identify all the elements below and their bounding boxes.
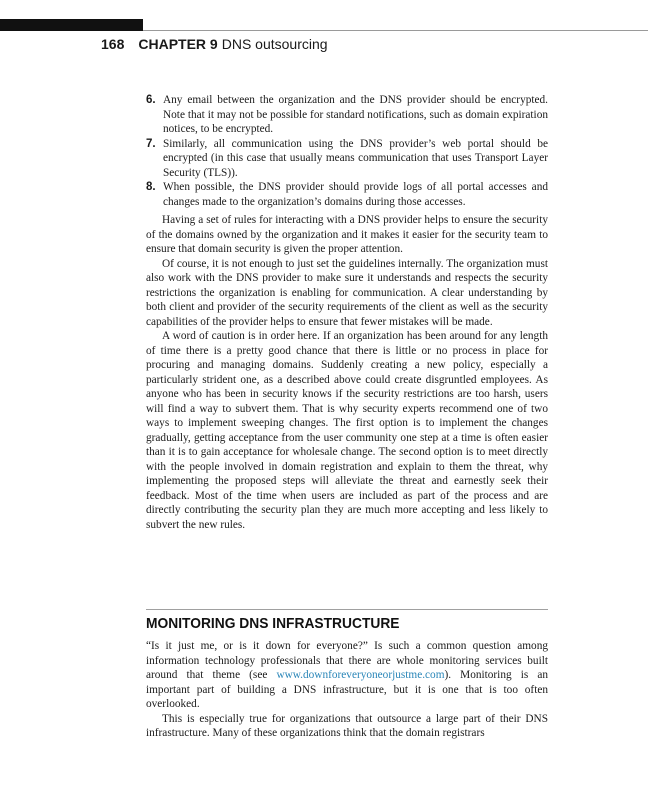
paragraph: A word of caution is in order here. If an organization has been around for any length of time there is a pretty good chance that there is little or no process in place for procuring and managing domains. Suddenly creating a new policy, especially a particularly strident one, as a described above could create disgruntled employees. As anyone who has been in security knows if the security restrictions are too harsh, users will find a way to subvert them. That is why security experts recommend one of two ways to implement sweeping changes. The first option is to implement the changes gradually, getting acceptance from the user community one step at a time is often easier than it is to gain acceptance for wholesale change. The second option is to meet directly with the people involved in domain registration and explain to them the threat, why implementing the proposed steps will alleviate the threat and earnestly seek their feedback. Most of the time when users are included as part of the process and are directly contributing the security plan they are much more accepting and less likely to subvert the new rules. [146, 330, 548, 531]
section-heading: MONITORING DNS INFRASTRUCTURE [146, 615, 400, 632]
list-item-number: 8. [146, 181, 156, 193]
list-item-number: 7. [146, 137, 156, 150]
list-item-text: Any email between the organization and the DNS provider should be encrypted. Note that it may not be possible for standard notifications, such as domain expiration notices, to be encrypted. [163, 94, 548, 135]
body-text [146, 213, 548, 532]
running-header [101, 34, 328, 54]
section-divider [146, 609, 548, 610]
chapter-title: DNS outsourcing [221, 36, 328, 52]
section-body [146, 639, 548, 741]
list-item-text: When possible, the DNS provider should provide logs of all portal accesses and changes made to the organization’s domains during those accesses. [163, 181, 548, 208]
page-number: 168 [101, 36, 125, 52]
chapter-label: CHAPTER 9 [138, 36, 218, 52]
paragraph [146, 639, 548, 712]
list-item [146, 180, 548, 209]
header-bar [0, 19, 143, 31]
list-item-text: Similarly, all communication using the DNS provider’s web portal should be encrypted (in this case that usually means communication that uses Transport Layer Security (TLS)). [163, 137, 548, 179]
paragraph: This is especially true for organizations that outsource a large part of their DNS infrastructure. Many of these organizations think that the domain registrars [146, 712, 548, 739]
paragraph: Having a set of rules for interacting with a DNS provider helps to ensure the security of the domains owned by the organization and it makes it easier for the security team to ensure that domain security is given the proper attention. [146, 214, 548, 255]
paragraph-text: “Is it just me, or is it down for everyone?” Is such a common question among information technology professionals that there are whole monitoring services built around that theme (see [146, 640, 548, 681]
website-link[interactable]: www.downforeveryoneorjustme.com [276, 669, 445, 681]
paragraph-text: ). Monitoring is an important part of building a DNS infrastructure, but it is one that is too often overlooked. [146, 669, 548, 710]
header-rule [143, 30, 648, 31]
list-item-number: 6. [146, 94, 156, 106]
numbered-list [146, 93, 548, 209]
list-item [146, 93, 548, 137]
list-item [146, 137, 548, 181]
paragraph: Of course, it is not enough to just set the guidelines internally. The organization must also work with the DNS provider to make sure it understands and respects the security restrictions the organization is enabling for communication. A clear understanding by both client and provider of the security requirements of the client as well as the security capabilities of the provider helps to ensure that fewer mistakes will be made. [146, 257, 548, 328]
